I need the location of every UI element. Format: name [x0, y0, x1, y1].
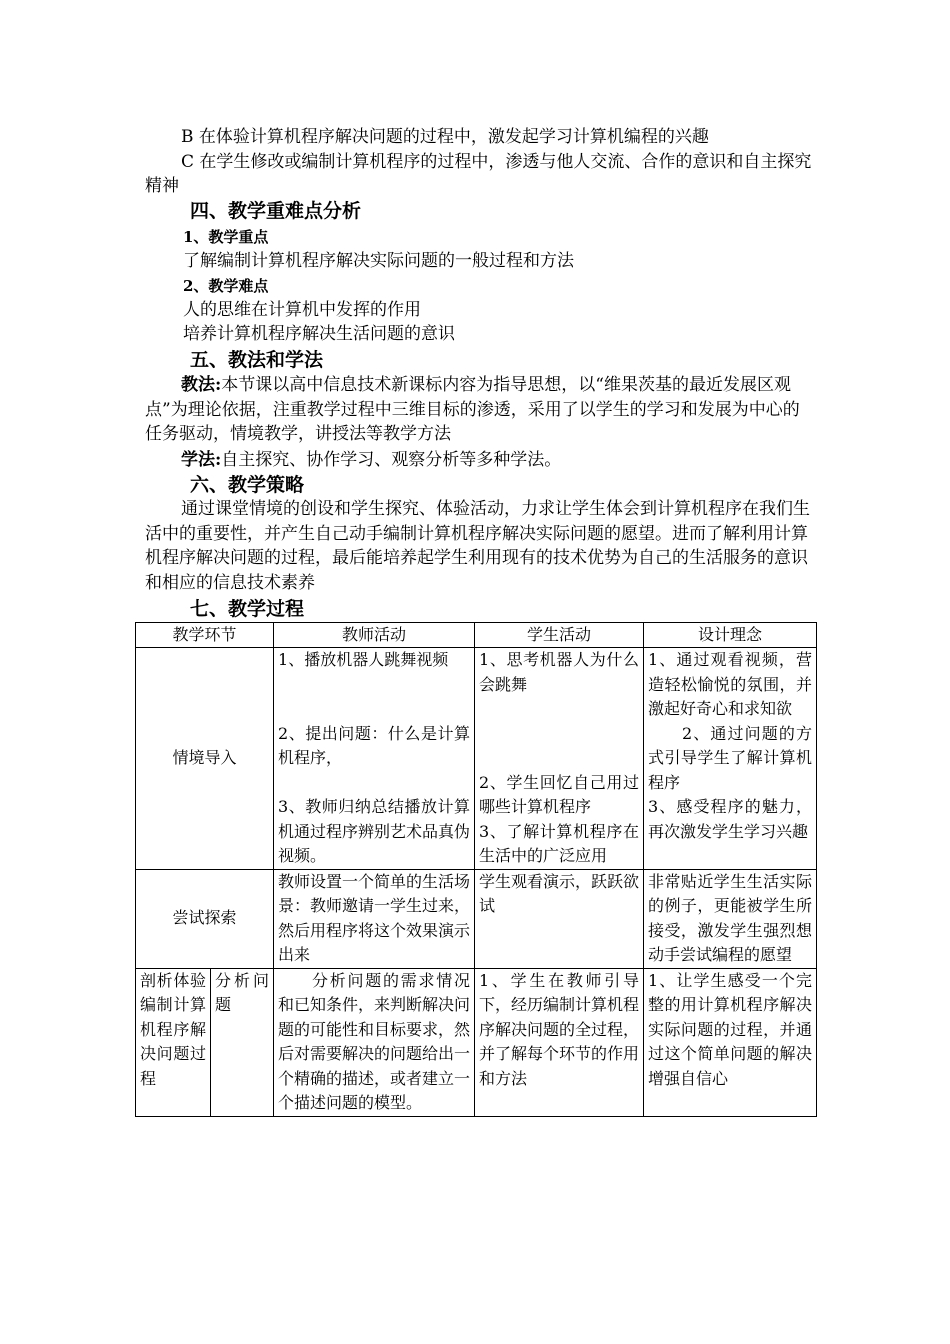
- header-design: 设计理念: [644, 623, 817, 648]
- stage-analysis: 剖析体验编制计算机程序解决问题过程: [136, 968, 211, 1116]
- teaching-method: [145, 373, 815, 447]
- substage-analyze: 分析问题: [211, 968, 274, 1116]
- table-header-row: [136, 623, 817, 648]
- section-heading-6: 六、教学策略: [190, 474, 305, 496]
- stage-try: 尝试探索: [136, 869, 274, 968]
- difficulty-text-2: 培养计算机程序解决生活问题的意识: [183, 324, 455, 344]
- learning-method-text: 自主探究、协作学习、观察分析等多种学法。: [221, 450, 562, 470]
- stage-intro: 情境导入: [136, 648, 274, 870]
- difficulty-text-1: 人的思维在计算机中发挥的作用: [183, 300, 421, 320]
- section-heading-7: 七、教学过程: [190, 598, 305, 620]
- objective-c: C 在学生修改或编制计算机程序的过程中，渗透与他人交流、合作的意识和自主探究精神: [145, 151, 812, 196]
- teacher-cell: 教师设置一个简单的生活场景：教师邀请一学生过来，然后用程序将这个效果演示出来: [274, 869, 475, 968]
- table-row: [136, 648, 817, 870]
- section-heading-5: 五、教法和学法: [190, 349, 324, 371]
- header-stage: 教学环节: [136, 623, 274, 648]
- student-cell: 学生观看演示，跃跃欲试: [475, 869, 644, 968]
- teaching-method-label: 教法:: [181, 375, 222, 395]
- section-heading-4: 四、教学重难点分析: [190, 200, 362, 222]
- teacher-cell: 1、播放机器人跳舞视频 2、提出问题：什么是计算机程序， 3、教师归纳总结播放计算机通过程序辨别艺术品真伪视频。: [274, 648, 475, 870]
- teaching-method-text: 本节课以高中信息技术新课标内容为指导思想，以“维果茨基的最近发展区观点”为理论依据，注重教学过程中三维目标的渗透，采用了以学生的学习和发展为中心的任务驱动，情境教学，讲授法等教学方法: [145, 375, 800, 444]
- learning-method: [145, 448, 815, 473]
- student-cell: 1、学生在教师引导下，经历编制计算机程序解决问题的全过程，并了解每个环节的作用和方法: [475, 968, 644, 1116]
- design-cell: 1、通过观看视频，营造轻松愉悦的氛围，并激起好奇心和求知欲 2、通过问题的方式引导学生了解计算机程序 3、感受程序的魅力，再次激发学生学习兴趣: [644, 648, 817, 870]
- key-point-text: 了解编制计算机程序解决实际问题的一般过程和方法: [183, 251, 574, 271]
- student-cell: 1、思考机器人为什么会跳舞 2、学生回忆自己用过哪些计算机程序 3、了解计算机程序在生活中的广泛应用: [475, 648, 644, 870]
- objective-b: B 在体验计算机程序解决问题的过程中，激发起学习计算机编程的兴趣: [181, 127, 709, 147]
- teaching-process-table: [135, 622, 817, 1117]
- design-cell: 非常贴近学生生活实际的例子，更能被学生所接受，激发学生强烈想动手尝试编程的愿望: [644, 869, 817, 968]
- header-teacher: 教师活动: [274, 623, 475, 648]
- subheading-difficulties: 2、教学难点: [183, 277, 269, 295]
- table-row: [136, 968, 817, 1116]
- design-cell: 1、让学生感受一个完整的用计算机程序解决实际问题的过程，并通过这个简单问题的解决增强自信心: [644, 968, 817, 1116]
- teacher-cell: 分析问题的需求情况和已知条件，来判断解决问题的可能性和目标要求，然后对需要解决的问题给出一个精确的描述，或者建立一个描述问题的模型。: [274, 968, 475, 1116]
- learning-method-label: 学法:: [181, 450, 222, 470]
- table-row: [136, 869, 817, 968]
- header-student: 学生活动: [475, 623, 644, 648]
- strategy-text: 通过课堂情境的创设和学生探究、体验活动，力求让学生体会到计算机程序在我们生活中的重要性，并产生自己动手编制计算机程序解决实际问题的愿望。进而了解利用计算机程序解决问题的过程，最后能培养起学生利用现有的技术优势为自己的生活服务的意识和相应的信息技术素养: [145, 499, 810, 593]
- subheading-key-points: 1、教学重点: [183, 228, 269, 246]
